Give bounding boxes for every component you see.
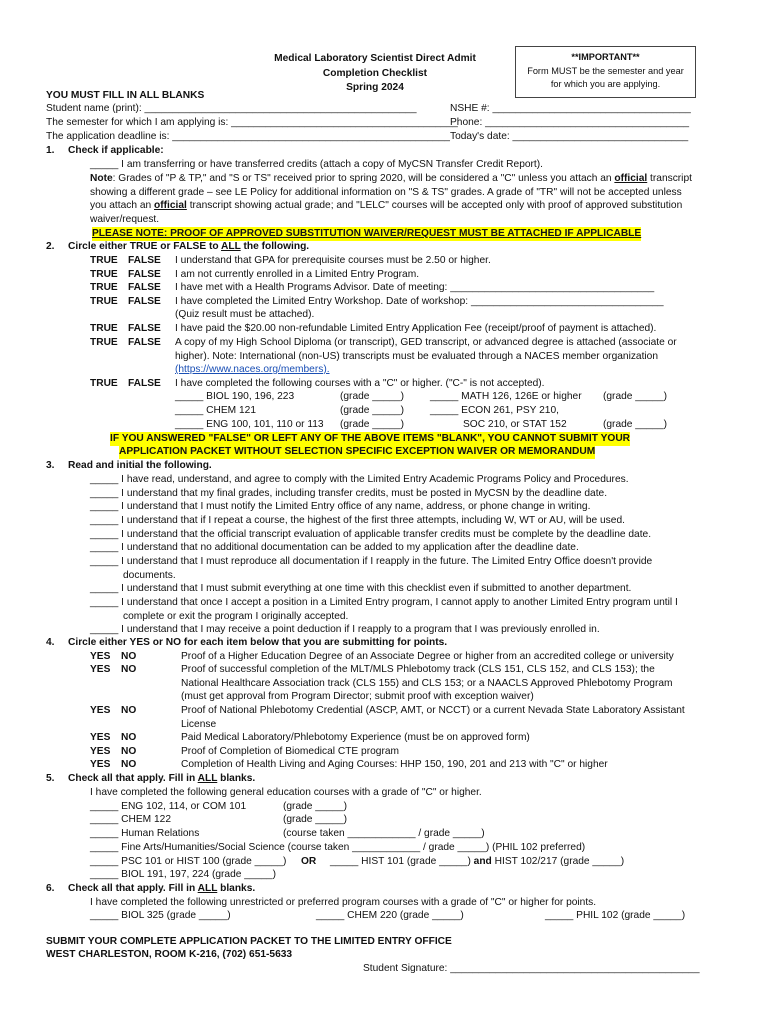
s5-chem-grade[interactable]: (grade _____): [283, 814, 348, 825]
s5-hist-b: HIST 102/217 (grade _____): [491, 856, 625, 867]
no-option[interactable]: NO: [121, 651, 137, 662]
please-note-banner: PLEASE NOTE: PROOF OF APPROVED SUBSTITUTION WAIVER/REQUEST MUST BE ATTACHED IF APPLICABLE: [92, 228, 642, 239]
tf-statement: I have met with a Health Programs Advisor. Date of meeting: ____________________________________: [175, 282, 655, 293]
points-item: Completion of Health Living and Aging Courses: HHP 150, 190, 201 and 213 with "C" or higher: [181, 759, 608, 770]
s2-heading: [68, 240, 309, 254]
tf-statement: I have completed the following courses with a "C" or higher. ("C-" is not accepted).: [175, 378, 545, 389]
student-name-field[interactable]: Student name (print): ________________________________________________: [46, 103, 417, 114]
note3-text-a: you attach an: [90, 200, 155, 211]
points-item: (must get approval from Program Director; submit proof with exception waiver): [181, 691, 534, 702]
course-biol[interactable]: _____ BIOL 190, 196, 223: [175, 391, 295, 402]
course-soc-grade[interactable]: (grade _____): [603, 419, 668, 430]
official-word-2: official: [154, 200, 187, 211]
note-text-b: transcript: [647, 173, 692, 184]
tf-statement: I understand that GPA for prerequisite courses must be 2.50 or higher.: [175, 255, 491, 266]
important-line-1: Form MUST be the semester and year: [527, 65, 684, 76]
false-option[interactable]: FALSE: [128, 378, 161, 389]
s6-heading-a: Check all that apply. Fill in: [68, 883, 198, 894]
no-option[interactable]: NO: [121, 664, 137, 675]
course-math[interactable]: _____ MATH 126, 126E or higher: [430, 391, 582, 402]
s1-number: 1.: [46, 145, 55, 156]
s1-heading: Check if applicable:: [68, 145, 164, 156]
points-item: Paid Medical Laboratory/Phlebotomy Experience (must be on approved form): [181, 732, 530, 743]
initial-statement[interactable]: _____ I understand that no additional documentation can be added to my application after the deadline date.: [90, 542, 579, 553]
false-option[interactable]: FALSE: [128, 269, 161, 280]
note3-text-b: transcript showing actual grade; and "LELC" courses will be accepted only with proof of approved substitution: [186, 200, 683, 211]
yes-option[interactable]: YES: [90, 651, 111, 662]
s5-human-relations[interactable]: _____ Human Relations: [90, 828, 200, 839]
warning-line-1: IF YOU ANSWERED "FALSE" OR LEFT ANY OF THE ABOVE ITEMS "BLANK", YOU CANNOT SUBMIT YOUR: [110, 433, 631, 444]
official-word-1: official: [614, 173, 648, 184]
submit-line-1: SUBMIT YOUR COMPLETE APPLICATION PACKET TO THE LIMITED ENTRY OFFICE: [46, 936, 452, 947]
true-option[interactable]: TRUE: [90, 282, 118, 293]
no-option[interactable]: NO: [121, 705, 137, 716]
s5-eng[interactable]: _____ ENG 102, 114, or COM 101: [90, 801, 247, 812]
s5-fine-arts[interactable]: _____ Fine Arts/Humanities/Social Science (course taken ____________ / grade _____) (PHIL 102 preferred): [90, 842, 586, 853]
s5-biol[interactable]: _____ BIOL 191, 197, 224 (grade _____): [90, 869, 276, 880]
course-chem-grade[interactable]: (grade _____): [340, 405, 405, 416]
initial-statement[interactable]: _____ I understand that I may receive a point deduction if I reapply to a program that I was previously enrolled in.: [90, 624, 600, 635]
initial-statement[interactable]: _____ I understand that I must reproduce all documentation if I reapply in the future. The Limited Entry Office doesn't provide: [90, 556, 653, 567]
s5-or-label: OR: [301, 856, 317, 867]
signature-field[interactable]: Student Signature: ____________________________________________: [363, 963, 700, 974]
s6-biol325[interactable]: _____ BIOL 325 (grade _____): [90, 910, 231, 921]
initial-statement: complete or exit the program I originally accepted.: [123, 611, 349, 622]
s5-heading-a: Check all that apply. Fill in: [68, 773, 198, 784]
s5-intro: I have completed the following general education courses with a grade of "C" or higher.: [90, 787, 482, 798]
true-option[interactable]: TRUE: [90, 323, 118, 334]
no-option[interactable]: NO: [121, 746, 137, 757]
s1-transfer-line[interactable]: _____ I am transferring or have transferred credits (attach a copy of MyCSN Transfer Credit Report).: [90, 159, 543, 170]
true-option[interactable]: TRUE: [90, 296, 118, 307]
deadline-field[interactable]: The application deadline is: _________________________________________________: [46, 131, 450, 142]
s5-heading: [68, 772, 255, 786]
tf-statement: I have paid the $20.00 non-refundable Limited Entry Application Fee (receipt/proof of payment is attached).: [175, 323, 657, 334]
s1-note-line-2: showing a different grade – see LE Policy for additional information on "S & TS" grades. A grade of "TR" will not be accepted unless: [90, 187, 682, 198]
false-option[interactable]: FALSE: [128, 296, 161, 307]
points-item: License: [181, 719, 217, 730]
s6-chem220[interactable]: _____ CHEM 220 (grade _____): [316, 910, 464, 921]
s1-note-line-1: [90, 172, 692, 186]
points-item: Proof of a Higher Education Degree of an Associate Degree or higher from an accredited college or university: [181, 651, 674, 662]
s3-number: 3.: [46, 460, 55, 471]
s6-heading: [68, 882, 255, 896]
s4-number: 4.: [46, 637, 55, 648]
course-eng-grade[interactable]: (grade _____): [340, 419, 405, 430]
s6-number: 6.: [46, 883, 55, 894]
false-option[interactable]: FALSE: [128, 255, 161, 266]
s5-heading-all: ALL: [197, 773, 218, 784]
tf-statement: higher). Note: International (non-US) transcripts must be evaluated through a NACES member organization: [175, 351, 659, 362]
course-econ[interactable]: _____ ECON 261, PSY 210,: [430, 405, 559, 416]
tf-statement: I have completed the Limited Entry Workshop. Date of workshop: __________________________________: [175, 296, 664, 307]
course-biol-grade[interactable]: (grade _____): [340, 391, 405, 402]
document-title: [240, 52, 510, 96]
title-line-1: Medical Laboratory Scientist Direct Admit: [274, 53, 476, 64]
s2-heading-b: the following.: [240, 241, 310, 252]
course-chem[interactable]: _____ CHEM 121: [175, 405, 256, 416]
tf-statement: (Quiz result must be attached).: [175, 309, 315, 320]
initial-statement: documents.: [123, 570, 176, 581]
s5-hist-and: and: [473, 856, 492, 867]
s5-psc[interactable]: _____ PSC 101 or HIST 100 (grade _____): [90, 856, 287, 867]
note-text-a: : Grades of "P & TP," and "S or TS" received prior to spring 2020, will be considered a "C" unless you attach an: [112, 173, 615, 184]
tf-statement: I am not currently enrolled in a Limited Entry Program.: [175, 269, 420, 280]
must-fill-notice: YOU MUST FILL IN ALL BLANKS: [46, 90, 205, 101]
true-option[interactable]: TRUE: [90, 269, 118, 280]
submit-line-2: WEST CHARLESTON, ROOM K-216, (702) 651-5633: [46, 949, 293, 960]
no-option[interactable]: NO: [121, 759, 137, 770]
true-option[interactable]: TRUE: [90, 337, 118, 348]
important-heading: **IMPORTANT**: [571, 52, 640, 62]
yes-option[interactable]: YES: [90, 705, 111, 716]
s5-eng-grade[interactable]: (grade _____): [283, 801, 348, 812]
title-line-2: Completion Checklist: [322, 67, 428, 79]
initial-statement[interactable]: _____ I understand that the official transcript evaluation of applicable transfer credits must be complete by the deadline date.: [90, 529, 652, 540]
s5-hist-a: _____ HIST 101 (grade _____): [330, 856, 474, 867]
s2-heading-all: ALL: [221, 241, 241, 252]
initial-statement[interactable]: _____ I understand that if I repeat a course, the highest of the first three attempts, including W, WT or AU, will be used.: [90, 515, 625, 526]
yes-option[interactable]: YES: [90, 664, 111, 675]
s6-heading-all: ALL: [197, 883, 218, 894]
important-line-2: for which you are applying.: [550, 79, 661, 89]
s5-human-relations-grade[interactable]: (course taken ____________ / grade _____): [283, 828, 485, 839]
yes-option[interactable]: YES: [90, 746, 111, 757]
points-item: Proof of Completion of Biomedical CTE program: [181, 746, 399, 757]
phone-field[interactable]: Phone: ____________________________________: [450, 117, 690, 128]
course-eng[interactable]: _____ ENG 100, 101, 110 or 113: [175, 419, 324, 430]
yes-option[interactable]: YES: [90, 759, 111, 770]
semester-field[interactable]: The semester for which I am applying is: ________________________________________: [46, 117, 458, 128]
s5-heading-b: blanks.: [217, 773, 256, 784]
s6-intro: I have completed the following unrestricted or preferred program courses with a grade of "C" or higher for points.: [90, 897, 597, 908]
s5-hist[interactable]: [330, 855, 624, 869]
s4-heading: Circle either YES or NO for each item below that you are submitting for points.: [68, 637, 448, 648]
false-option[interactable]: FALSE: [128, 337, 161, 348]
s6-phil102[interactable]: _____ PHIL 102 (grade _____): [545, 910, 686, 921]
s1-note-line-4: waiver/request.: [90, 214, 160, 225]
initial-statement[interactable]: _____ I understand that I must submit everything at one time with this checklist even if submitted to another department.: [90, 583, 632, 594]
important-box: [515, 46, 696, 98]
tf-statement: A copy of my High School Diploma (or transcript), GED transcript, or advanced degree is attached (associate or: [175, 337, 677, 348]
initial-statement[interactable]: _____ I understand that I must notify the Limited Entry office of any name, address, or phone change in writing.: [90, 501, 591, 512]
no-option[interactable]: NO: [121, 732, 137, 743]
true-option[interactable]: TRUE: [90, 255, 118, 266]
s5-chem[interactable]: _____ CHEM 122: [90, 814, 171, 825]
note-label: Note: [90, 173, 113, 184]
s1-note-line-3: [90, 199, 682, 213]
false-option[interactable]: FALSE: [128, 282, 161, 293]
initial-statement[interactable]: _____ I understand that my final grades, including transfer credits, must be posted in MyCSN by the deadline date.: [90, 488, 608, 499]
points-item: Proof of successful completion of the MLT/MLS Phlebotomy track (CLS 151, CLS 152, and CLS 153); the: [181, 664, 655, 675]
s2-heading-a: Circle either TRUE or FALSE to: [68, 241, 222, 252]
naces-link[interactable]: (https://www.naces.org/members).: [175, 364, 330, 375]
false-option[interactable]: FALSE: [128, 323, 161, 334]
s3-heading: Read and initial the following.: [68, 460, 212, 471]
warning-line-2: APPLICATION PACKET WITHOUT SELECTION SPECIFIC EXCEPTION WAIVER OR MEMORANDUM: [119, 446, 596, 457]
s5-number: 5.: [46, 773, 55, 784]
course-soc[interactable]: SOC 210, or STAT 152: [463, 419, 567, 430]
points-item: Proof of National Phlebotomy Credential (ASCP, AMT, or NCCT) or a current Nevada State Laboratory Assistant: [181, 705, 685, 716]
title-line-3: Spring 2024: [346, 82, 404, 93]
s6-heading-b: blanks.: [217, 883, 256, 894]
s2-number: 2.: [46, 241, 55, 252]
today-date-field[interactable]: Today's date: _______________________________: [450, 131, 689, 142]
yes-option[interactable]: YES: [90, 732, 111, 743]
true-option[interactable]: TRUE: [90, 378, 118, 389]
nshe-field[interactable]: NSHE #: ___________________________________: [450, 103, 691, 114]
points-item: National Healthcare Association track (CLS 155) and CLS 153; or a NAACLS Approved Phlebotomy Program: [181, 678, 673, 689]
initial-statement[interactable]: _____ I understand that once I accept a position in a Limited Entry program, I cannot apply to another Limited Entry program until I: [90, 597, 678, 608]
course-math-grade[interactable]: (grade _____): [603, 391, 668, 402]
initial-statement[interactable]: _____ I have read, understand, and agree to comply with the Limited Entry Academic Programs Policy and Procedures.: [90, 474, 629, 485]
